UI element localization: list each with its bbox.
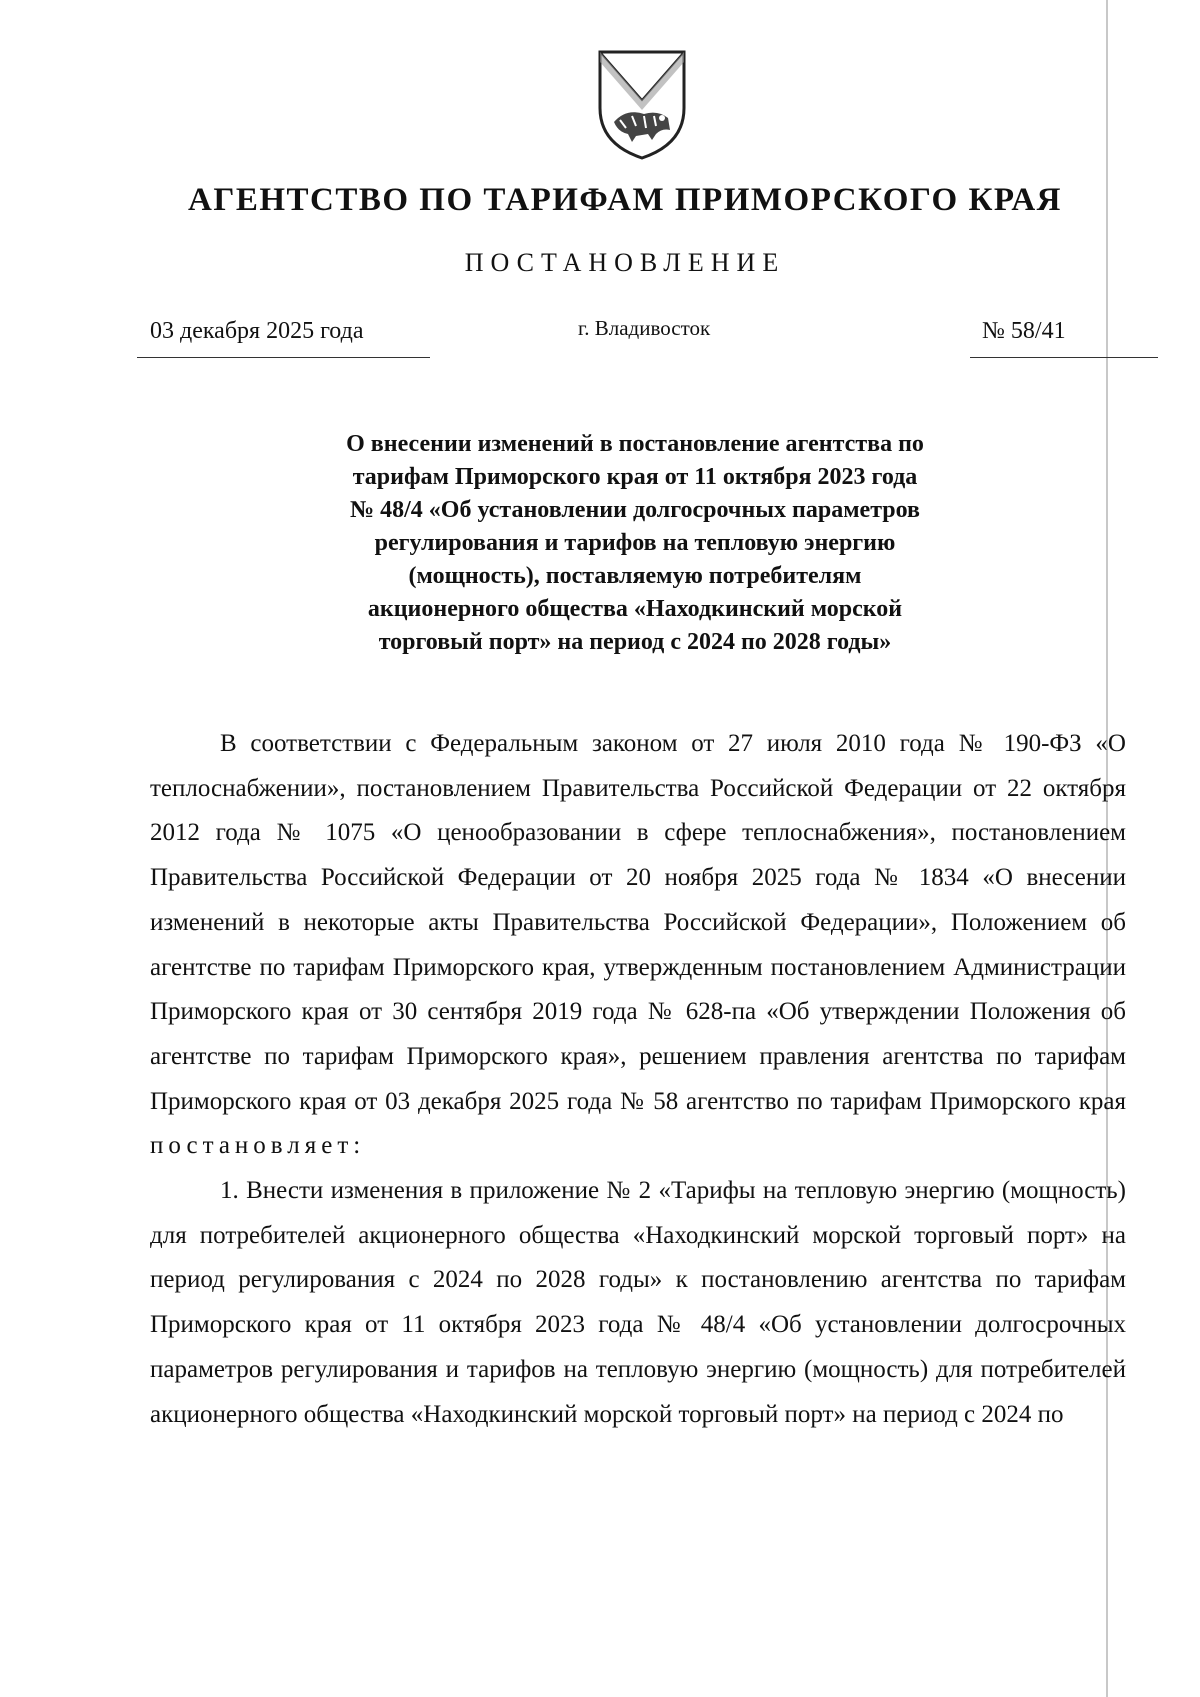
primorsky-coat-of-arms-icon [596, 48, 688, 162]
subject-line: (мощность), поставляемую потребителям [408, 563, 862, 589]
body-paragraph-item-1: 1. Внести изменения в приложение № 2 «Тарифы на тепловую энергию (мощность) для потребителей акционерного общества «Находкинский морской торговый порт» на период регулирования с 2024 по 2028 годы» к постановлению агентства по тарифам Приморского края от 11 октября 2023 года № 48/4 «Об установлении долгосрочных параметров регулирования и тарифов на тепловую энергию (мощность) для потребителей акционерного общества «Находкинский морской торговый порт» на период с 2024 по [150, 1177, 1126, 1428]
document-subject [230, 428, 1040, 659]
document-number: № 58/41 [982, 318, 1066, 344]
resolution-verb: постановляет: [150, 1132, 366, 1160]
agency-title: АГЕНТСТВО ПО ТАРИФАМ ПРИМОРСКОГО КРАЯ [188, 182, 1062, 218]
document-body [150, 722, 1126, 1437]
subject-line: торговый порт» на период с 2024 по 2028 годы» [378, 629, 892, 655]
body-paragraph-preamble [150, 722, 1126, 1169]
subject-line: О внесении изменений в постановление агентства по [346, 431, 924, 457]
document-city: г. Владивосток [578, 316, 711, 340]
subject-line: тарифам Приморского края от 11 октября 2023 года [352, 464, 918, 490]
date-underline [137, 357, 430, 358]
number-underline [970, 357, 1158, 358]
document-date: 03 декабря 2025 года [150, 318, 364, 344]
subject-line: регулирования и тарифов на тепловую энергию [374, 530, 896, 556]
subject-line: акционерного общества «Находкинский морской [367, 596, 903, 622]
document-type: ПОСТАНОВЛЕНИЕ [464, 248, 786, 277]
preamble-text: В соответствии с Федеральным законом от 27 июля 2010 года № 190-ФЗ «О теплоснабжении», постановлением Правительства Российской Федерации от 22 октября 2012 года № 1075 «О ценообразовании в сфере теплоснабжения», постановлением Правительства Российской Федерации от 20 ноября 2025 года № 1834 «О внесении изменений в некоторые акты Правительства Российской Федерации», Положением об агентстве по тарифам Приморского края, утвержденным постановлением Администрации Приморского края от 30 сентября 2019 года № 628-па «Об утверждении Положения об агентстве по тарифам Приморского края», решением правления агентства по тарифам Приморского края от 03 декабря 2025 года № 58 агентство по тарифам Приморского края [150, 730, 1126, 1115]
subject-line: № 48/4 «Об установлении долгосрочных параметров [350, 497, 920, 523]
